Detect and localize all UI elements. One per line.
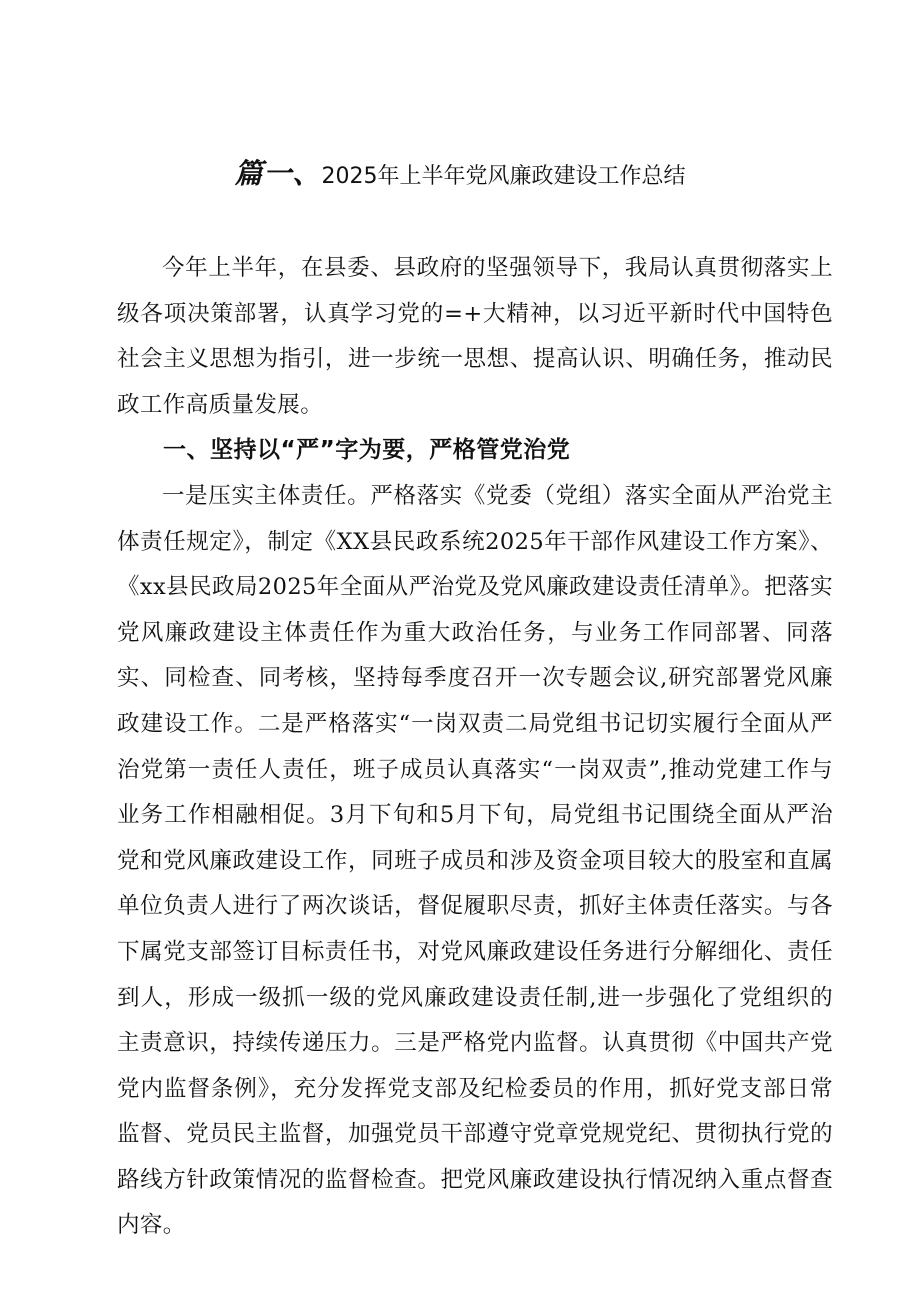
title-main: 2025年上半年党风廉政建设工作总结	[321, 164, 686, 189]
section-heading-1: 一、坚持以“严”字为要，严格管党治党	[163, 437, 571, 464]
document-body	[117, 246, 833, 1249]
intro-paragraph: 今年上半年，在县委、县政府的坚强领导下，我局认真贯彻落实上级各项决策部署，认真学习党的=+大精神，以习近平新时代中国特色社会主义思想为指引，进一步统一思想、提高认识、明确任务，推动民政工作高质量发展。	[117, 255, 833, 418]
title-prefix: 篇一、	[234, 157, 322, 190]
section-1-paragraph: 一是压实主体责任。严格落实《党委（党组）落实全面从严治党主体责任规定》，制定《XX县民政系统2025年干部作风建设工作方案》、《xx县民政局2025年全面从严治党及党风廉政建设责任清单》。把落实党风廉政建设主体责任作为重大政治任务，与业务工作同部署、同落实、同检查、同考核，坚持每季度召开一次专题会议,研究部署党风廉政建设工作。二是严格落实“一岗双责二局党组书记切实履行全面从严治党第一责任人责任，班子成员认真落实“一岗双责”,推动党建工作与业务工作相融相促。3月下旬和5月下旬，局党组书记围绕全面从严治党和党风廉政建设工作，同班子成员和涉及资金项目较大的股室和直属单位负责人进行了两次谈话，督促履职尽责，抓好主体责任落实。与各下属党支部签订目标责任书，对党风廉政建设任务进行分解细化、责任到人，形成一级抓一级的党风廉政建设责任制,进一步强化了党组织的主责意识，持续传递压力。三是严格党内监督。认真贯彻《中国共产党党内监督条例》，充分发挥党支部及纪检委员的作用，抓好党支部日常监督、党员民主监督，加强党员干部遵守党章党规党纪、贯彻执行党的路线方针政策情况的监督检查。把党风廉政建设执行情况纳入重点督查内容。	[117, 482, 833, 1239]
document-title	[0, 156, 920, 195]
